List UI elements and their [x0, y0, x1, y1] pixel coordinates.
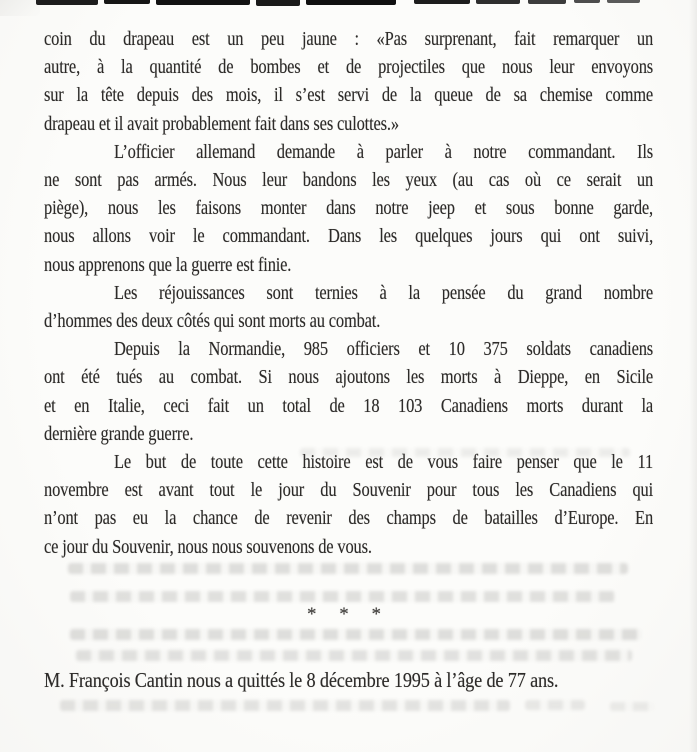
scan-artifact-segment — [476, 0, 520, 4]
text-block — [44, 25, 653, 561]
text-line: autre, à la quantité de bombes et de projectiles que nous leur envoyons — [44, 56, 654, 79]
scan-artifact-segment — [36, 0, 98, 5]
closing-note: M. François Cantin nous a quittés le 8 décembre 1995 à l’âge de 77 ans. — [44, 668, 559, 692]
ink-bleed-through-line — [525, 700, 585, 710]
scan-artifact-top-cropped-text — [0, 0, 697, 7]
text-line: Depuis la Normandie, 985 officiers et 10 375 soldats canadiens — [113, 338, 654, 361]
text-line: sur la tête depuis des mois, il s’est servi de la queue de sa chemise comme — [44, 84, 654, 107]
text-line: et en Italie, ceci fait un total de 18 103 Canadiens morts durant la — [44, 394, 654, 417]
text-line: d’hommes des deux côtés qui sont morts au combat. — [44, 310, 381, 333]
text-line: nous apprenons que la guerre est finie. — [44, 253, 292, 276]
scan-artifact-segment — [104, 0, 150, 4]
text-line: ont été tués au combat. Si nous ajoutons les morts à Dieppe, en Sicile — [44, 366, 654, 389]
scan-edge-shading — [0, 0, 40, 16]
text-line: Le but de toute cette histoire est de vous faire penser que le 11 — [113, 451, 654, 474]
scan-artifact-segment — [528, 0, 566, 4]
text-line: drapeau et il avait probablement fait dans ses culottes.» — [44, 112, 399, 135]
ink-bleed-through-line — [68, 563, 628, 574]
text-line: Les réjouissances sont ternies à la pensée du grand nombre — [113, 281, 654, 304]
ink-bleed-through-line — [610, 702, 655, 711]
ink-bleed-through-line — [70, 591, 615, 602]
scan-artifact-segment — [574, 0, 600, 3]
text-line: n’ont pas eu la chance de revenir des champs de batailles d’Europe. En — [44, 507, 654, 530]
ink-bleed-through-line — [60, 700, 510, 711]
scan-artifact-segment — [414, 0, 470, 4]
scan-artifact-segment — [156, 0, 250, 5]
text-line: L’officier allemand demande à parler à notre commandant. Ils — [113, 140, 654, 163]
scan-artifact-segment — [306, 0, 396, 5]
text-line: nous allons voir le commandant. Dans les quelques jours qui ont suivi, — [44, 225, 654, 248]
text-line: ne sont pas armés. Nous leur bandons les yeux (au cas où ce serait un — [44, 169, 654, 192]
ink-bleed-through-line — [76, 650, 632, 661]
scan-artifact-segment — [256, 0, 300, 6]
text-line: ce jour du Souvenir, nous nous souvenons de vous. — [44, 535, 372, 558]
scan-artifact-segment — [607, 0, 640, 3]
ink-bleed-through-line — [70, 629, 642, 640]
scan-edge-shading — [689, 0, 697, 752]
text-line: piège), nous les faisons monter dans notre jeep et sous bonne garde, — [44, 197, 654, 220]
text-line: dernière grande guerre. — [44, 422, 194, 445]
text-line: coin du drapeau est un peu jaune : «Pas surprenant, fait remarquer un — [44, 28, 654, 50]
section-separator-asterisks: * * * — [307, 604, 390, 625]
text-line: novembre est avant tout le jour du Souvenir pour tous les Canadiens qui — [44, 479, 654, 502]
